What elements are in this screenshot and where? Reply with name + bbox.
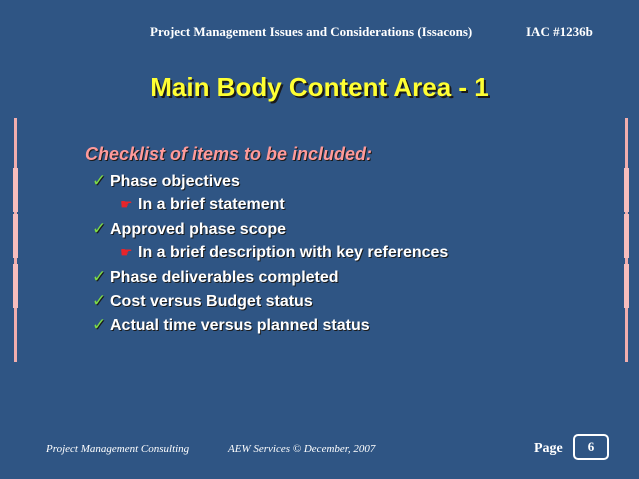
check-icon: ✓ [92,315,107,335]
checklist-heading: Checklist of items to be included: [85,144,373,164]
checklist-item [92,289,612,313]
checklist-item-text: Approved phase scope [110,221,287,238]
left-bar-segment [13,168,18,212]
checklist-item-text: Phase deliverables completed [110,269,339,286]
right-decorative-bar [625,118,628,362]
checklist-item [92,217,612,241]
right-bar-segment [624,214,629,258]
checklist-subitem [92,241,612,265]
checklist-subitem-text: In a brief statement [138,196,285,213]
slide-header [0,24,639,42]
checklist-item-text: Phase objectives [110,173,240,190]
checklist-item-text: Cost versus Budget status [110,293,313,310]
pointing-hand-icon: ☛ [120,245,133,261]
header-title: Project Management Issues and Considerations (Issacons) [150,24,473,39]
checklist-subitem [92,193,612,217]
page-number-box [573,434,609,460]
slide-title: Main Body Content Area - 1 [150,72,489,102]
page-number: 6 [587,439,595,454]
footer-page-label: Page [534,441,563,456]
pointing-hand-icon: ☛ [120,197,133,213]
right-bar-segment [624,168,629,212]
check-icon: ✓ [92,267,107,287]
checklist-item-text: Actual time versus planned status [110,317,370,334]
check-icon: ✓ [92,291,107,311]
left-decorative-bar [14,118,17,362]
checklist-item [92,265,612,289]
checklist-item [92,313,612,337]
left-bar-segment [13,264,18,308]
left-bar-segment [13,214,18,258]
header-code: IAC #1236b [526,24,593,39]
footer-company: Project Management Consulting [46,443,190,455]
checklist-item [92,169,612,193]
check-icon: ✓ [92,219,107,239]
check-icon: ✓ [92,171,107,191]
right-bar-segment [624,264,629,308]
checklist-subitem-text: In a brief description with key references [138,244,449,261]
footer-copyright: AEW Services © December, 2007 [228,443,376,455]
checklist [92,169,612,337]
